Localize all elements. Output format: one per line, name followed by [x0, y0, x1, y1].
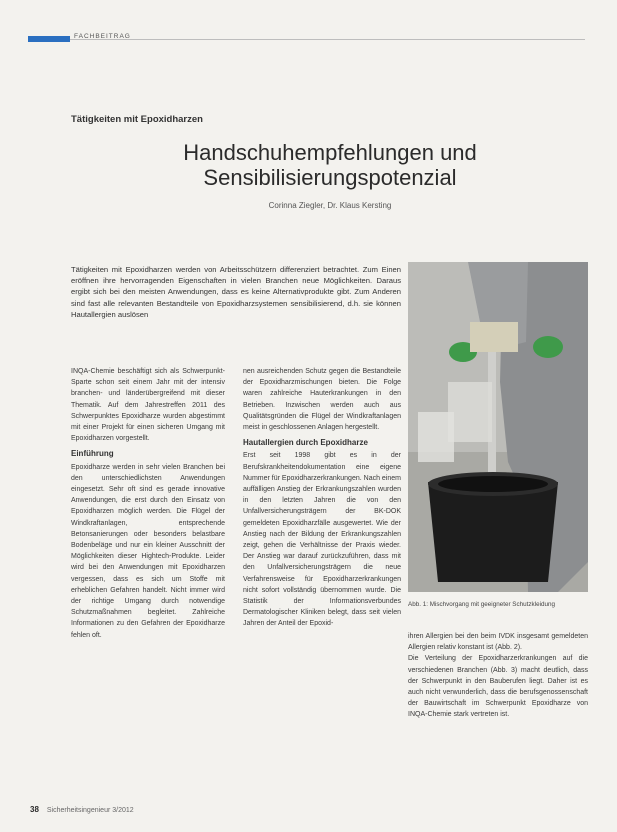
- title-line-2: Sensibilisierungspotenzial: [203, 165, 457, 190]
- subheading-einfuehrung: Einführung: [71, 449, 114, 459]
- article-authors: Corinna Ziegler, Dr. Klaus Kersting: [268, 201, 392, 210]
- figure-photo: [408, 262, 588, 592]
- paragraph: nen ausreichenden Schutz gegen die Bestandteile der Epoxidharzmischungen bieten. Die Folge waren zahlreiche Hauterkrankungen in den Betrieben. Inzwischen werden auch aus Qualitätsgründen die Flügel der Windkraftanlagen meist in geschlossenen Anlagen hergestellt.: [243, 368, 401, 432]
- paragraph: Die Verteilung der Epoxidharzerkrankungen auf die verschiedenen Branchen (Abb. 3) macht deutlich, dass der Schwerpunkt in den Bauberufen liegt. Daher ist es auch nicht verwunderlich, dass die berufsgenossenschaft der Bauwirtschaft im Schwerpunkt Epoxidharze von INQA-Chemie stark vertreten ist.: [408, 655, 588, 719]
- mixing-scene-illustration: [408, 262, 588, 592]
- text-column-1: [71, 366, 225, 641]
- paragraph: Epoxidharze werden in sehr vielen Branchen bei den unterschiedlichsten Anwendungen eingesetzt. Sehr oft sind es gerade innovative Anwendungen, die erst durch den Einsatz von Epoxidharzen möglich werden. Die Flügel der Windkraftanlagen, entsprechende Betonsanierungen oder besonders belastbare Bodenbeläge und nur ein kleiner Ausschnitt der Möglichkeiten dieser Hightech-Produkte. Leider wird bei den Anwendungen mit Epoxidharzen vergessen, dass es sich um Stoffe mit erheblichen Gefahren handelt. Nicht immer wird der richtige Umgang durch notwendige Schutzmaßnahmen begleitet. Zahlreiche Informationen zu den Gefahren der Epoxidharze fehlen oft.: [71, 463, 225, 639]
- section-label: FACHBEITRAG: [74, 33, 131, 40]
- figure-caption: Abb. 1: Mischvorgang mit geeigneter Schutzkleidung: [408, 601, 556, 608]
- page-footer: [30, 805, 134, 814]
- title-line-1: Handschuhempfehlungen und: [183, 140, 477, 165]
- text-column-2: [243, 366, 401, 630]
- article-kicker: Tätigkeiten mit Epoxidharzen: [71, 114, 203, 125]
- article-title: [100, 140, 560, 190]
- header-rule: [70, 39, 585, 40]
- article-lead: Tätigkeiten mit Epoxidharzen werden von Arbeitsschützern differenziert betrachtet. Zum Einen eröffnen ihre hervorragenden Eigenschaften in vielen Branchen neue Möglichkeiten. Daraus ergibt sich bei den meisten Anwendungen, dass es keine Alternativprodukte gibt. Zum Anderen sind fast alle relevanten Bestandteile von Epoxidharzsystemen sensibilisierend, d.h. sie können Hautallergien auslösen: [71, 265, 401, 319]
- paragraph: INQA-Chemie beschäftigt sich als Schwerpunkt-Sparte schon seit einem Jahr mit der intensiv branchen- und länderübergreifend mit dieser Thematik. Auf dem Jahrestreffen 2011 des Schwerpunktes Epoxidharze wurden abgestimmt mit einer Projekt für einen sicheren Umgang mit Epoxidharzen vorgestellt.: [71, 368, 225, 443]
- paragraph: Erst seit 1998 gibt es in der Berufskrankheitendokumentation eine eigene Nummer für Epoxidharzerkrankungen. Nach einem auffälligen Anstieg der Erkrankungszahlen wurden in den letzten Jahren die von den Unfallversicherungsträgern der BK-DOK gemeldeten Epoxidharzfälle ausgewertet. Wie der Anstieg nach der Bildung der Erkrankungszahlen zeigt, gehen die Verhältnisse der Praxis wieder. Der Anstieg war darauf zurückzuführen, dass mit den Unfallversicherungsträgern die neue Verfahrensweise für Epoxidharzerkrankungen nicht sofort vollständig übernommen wurde. Die Statistik der Informationsverbundes Dermatologischer Kliniken belegt, dass seit vielen Jahren der Anteil der Epoxid-: [243, 452, 401, 628]
- subheading-hautallergien: Hautallergien durch Epoxidharze: [243, 438, 368, 448]
- publication-name: Sicherheitsingenieur 3/2012: [46, 807, 134, 814]
- text-column-3: [408, 631, 588, 721]
- page-number: 38: [30, 805, 39, 814]
- section-color-bar: [28, 36, 70, 42]
- paragraph: ihren Allergien bei den beim IVDK insgesamt gemeldeten Allergien relativ konstant ist (Abb. 2).: [408, 633, 588, 652]
